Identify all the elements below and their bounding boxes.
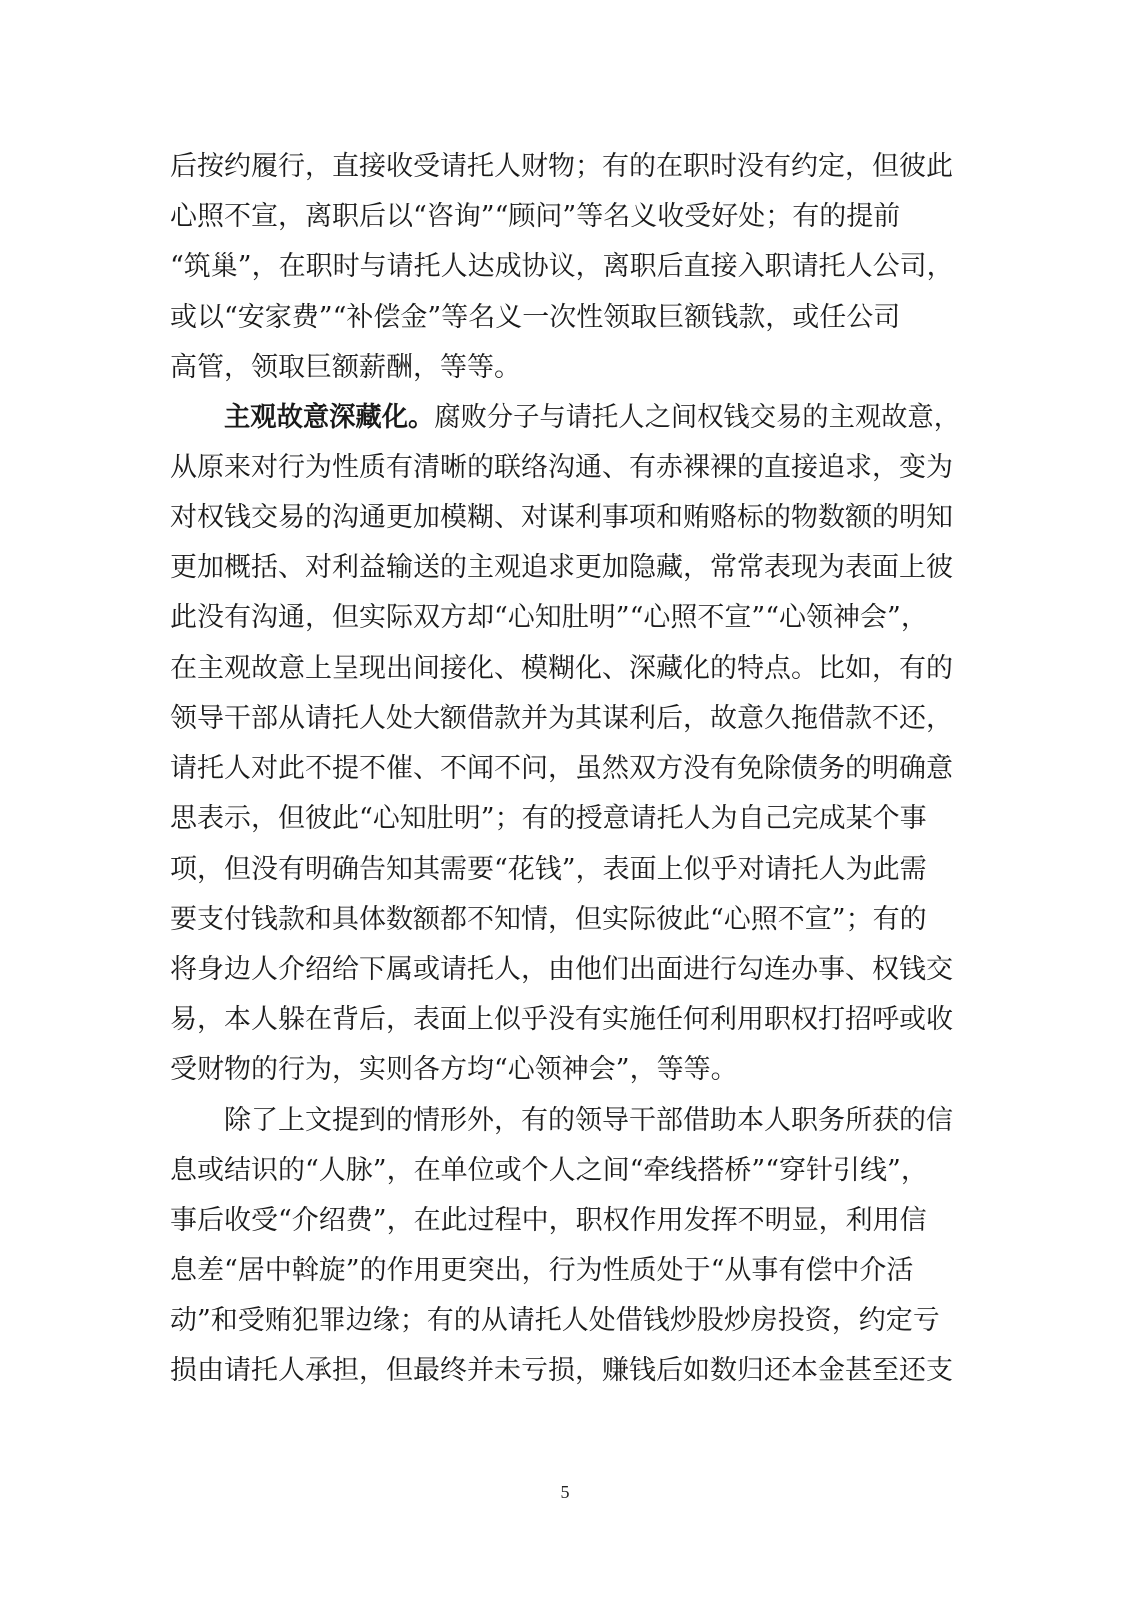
body-line: 或以“安家费”“补偿金”等名义一次性领取巨额钱款，或任公司 [170, 302, 901, 333]
body-line: 领导干部从请托人处大额借款并为其谋利后，故意久拖借款不还， [170, 703, 953, 734]
page-number: 5 [560, 1482, 570, 1502]
body-line: 将身边人介绍给下属或请托人，由他们出面进行勾连办事、权钱交 [170, 954, 953, 985]
body-line: 后按约履行，直接收受请托人财物；有的在职时没有约定，但彼此 [170, 151, 953, 182]
body-line: 请托人对此不提不催、不闻不问，虽然双方没有免除债务的明确意 [170, 753, 953, 784]
body-line: 对权钱交易的沟通更加模糊、对谋利事项和贿赂标的物数额的明知 [170, 502, 953, 533]
body-line: 易，本人躲在背后，表面上似乎没有实施任何利用职权打招呼或收 [170, 1004, 953, 1035]
body-line: 项，但没有明确告知其需要“花钱”，表面上似乎对请托人为此需 [170, 854, 927, 885]
body-line: 息差“居中斡旋”的作用更突出，行为性质处于“从事有偿中介活 [170, 1255, 914, 1286]
body-line: 要支付钱款和具体数额都不知情，但实际彼此“心照不宣”；有的 [170, 904, 927, 935]
section-heading: 主观故意深藏化。 [224, 402, 435, 433]
body-line: 在主观故意上呈现出间接化、模糊化、深藏化的特点。比如，有的 [170, 653, 953, 684]
body-line: 从原来对行为性质有清晰的联络沟通、有赤裸裸的直接追求，变为 [170, 452, 953, 483]
body-line: 心照不宣，离职后以“咨询”“顾问”等名义收受好处；有的提前 [170, 201, 901, 232]
body-line: “筑巢”，在职时与请托人达成协议，离职后直接入职请托人公司， [170, 251, 954, 282]
body-line: 受财物的行为，实则各方均“心领神会”，等等。 [170, 1054, 738, 1085]
body-line: 更加概括、对利益输送的主观追求更加隐藏，常常表现为表面上彼 [170, 552, 953, 583]
paragraph-start-line: 主观故意深藏化。腐败分子与请托人之间权钱交易的主观故意， [224, 393, 960, 443]
body-line: 此没有沟通，但实际双方却“心知肚明”“心照不宣”“心领神会”， [170, 602, 928, 633]
body-line: 高管，领取巨额薪酬，等等。 [170, 352, 521, 383]
body-line: 事后收受“介绍费”，在此过程中，职权作用发挥不明显，利用信 [170, 1205, 927, 1236]
paragraph-start-line: 除了上文提到的情形外，有的领导干部借助本人职务所获的信 [224, 1105, 953, 1136]
body-line: 息或结识的“人脉”，在单位或个人之间“牵线搭桥”“穿针引线”， [170, 1155, 928, 1186]
body-line: 思表示，但彼此“心知肚明”；有的授意请托人为自己完成某个事 [170, 803, 927, 834]
body-line: 动”和受贿犯罪边缘；有的从请托人处借钱炒股炒房投资，约定亏 [170, 1305, 940, 1336]
body-line: 损由请托人承担，但最终并未亏损，赚钱后如数归还本金甚至还支 [170, 1355, 953, 1386]
